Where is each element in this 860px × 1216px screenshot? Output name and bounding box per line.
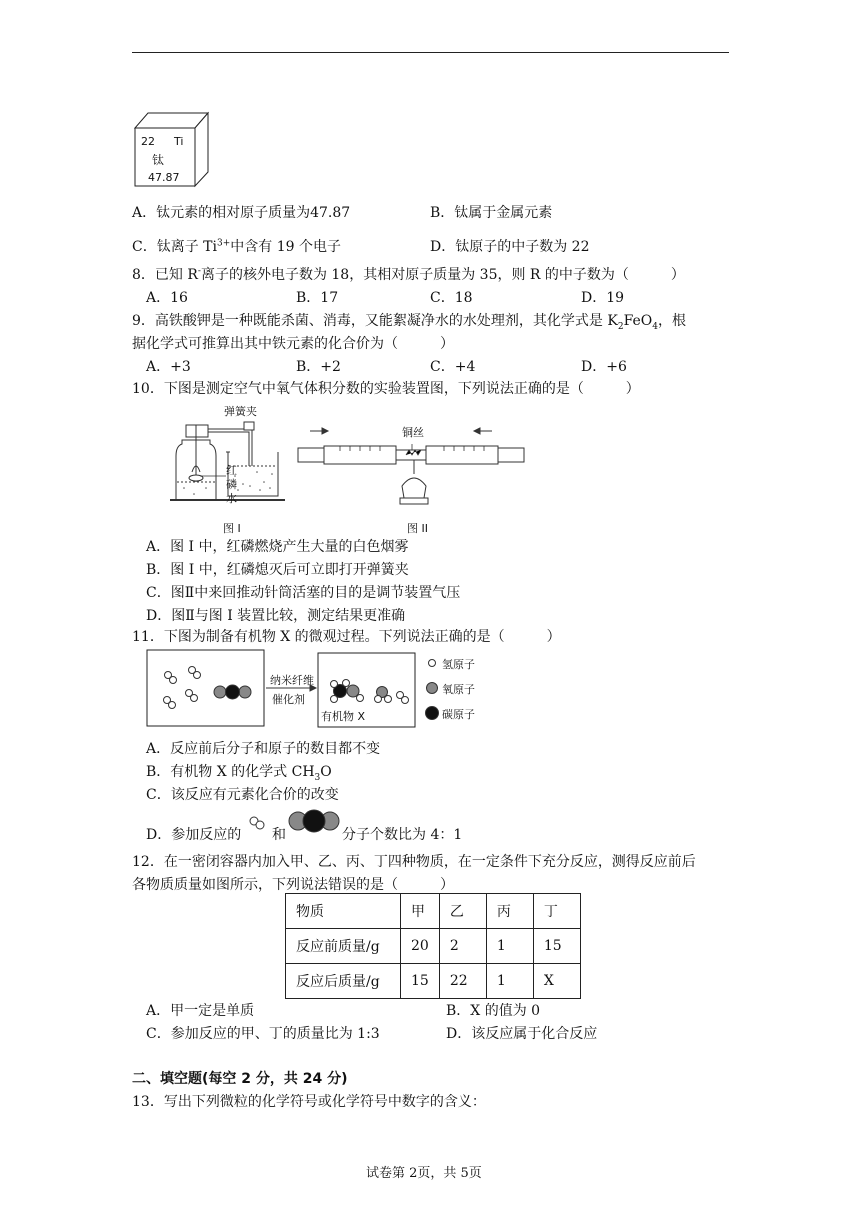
q12-option-d: D．该反应属于化合反应 bbox=[446, 1026, 598, 1042]
co2-molecule-icon bbox=[288, 808, 340, 834]
q8-option-d: D．19 bbox=[581, 290, 625, 306]
q11-option-a: A．反应前后分子和原子的数目都不变 bbox=[146, 741, 381, 757]
q9-stem-line2: 据化学式可推算出其中铁元素的化合价为（ ） bbox=[132, 336, 454, 352]
q8-stem: 8．已知 R-离子的核外电子数为 18，其相对原子质量为 35，则 R 的中子数为（ ） bbox=[132, 266, 685, 283]
q7-option-a: A．钛元素的相对原子质量为47.87 bbox=[132, 205, 351, 221]
legend-oxygen: 氧原子 bbox=[442, 683, 475, 696]
q11-option-d-post: 分子个数比为 4：1 bbox=[342, 827, 463, 843]
q11-product-label: 有机物 X bbox=[321, 710, 366, 723]
q9-option-d: D．+6 bbox=[581, 359, 627, 375]
q9-option-a: A．+3 bbox=[146, 359, 191, 375]
q10-option-d: D．图Ⅱ与图 I 装置比较，测定结果更准确 bbox=[146, 608, 406, 624]
mass-table bbox=[285, 893, 581, 999]
element-name: 钛 bbox=[152, 153, 165, 167]
q11-option-c: C．该反应有元素化合价的改变 bbox=[146, 787, 339, 803]
table-cell: 1 bbox=[486, 929, 533, 964]
q9-stem-line1: 9．高铁酸钾是一种既能杀菌、消毒，又能絮凝净水的水处理剂，其化学式是 $K_2FeO_4$，根 bbox=[132, 313, 687, 332]
q10-stem: 10．下图是测定空气中氧气体积分数的实验装置图，下列说法正确的是（ ） bbox=[132, 381, 640, 397]
q10-option-a: A．图 I 中，红磷燃烧产生大量的白色烟雾 bbox=[146, 539, 409, 555]
table-header-row bbox=[286, 894, 581, 929]
element-mass: 47.87 bbox=[148, 171, 180, 184]
section-heading: 二、填空题(每空 2 分，共 24 分) bbox=[132, 1071, 348, 1087]
table-cell: 22 bbox=[439, 964, 486, 999]
q11-reaction-figure bbox=[146, 648, 486, 730]
q8-option-b: B．17 bbox=[296, 290, 339, 306]
q9-option-b: B．+2 bbox=[296, 359, 341, 375]
q11-catalyst-line2: 催化剂 bbox=[272, 693, 305, 706]
q12-option-c: C．参加反应的甲、丁的质量比为 1:3 bbox=[146, 1026, 380, 1042]
fig1-clip-label: 弹簧夹 bbox=[224, 405, 257, 418]
q7-option-d: D．钛原子的中子数为 22 bbox=[430, 239, 590, 255]
table-cell: 反应后质量/g bbox=[286, 964, 401, 999]
fig1-phos-label: 磷 bbox=[226, 478, 237, 491]
q10-apparatus-figure bbox=[160, 400, 550, 535]
table-cell: 反应前质量/g bbox=[286, 929, 401, 964]
table-row bbox=[286, 929, 581, 964]
fig2-caption: 图 II bbox=[407, 522, 428, 535]
q12-stem-line2: 各物质质量如图所示，下列说法错误的是（ ） bbox=[132, 877, 454, 893]
q10-option-c: C．图Ⅱ中来回推动针筒活塞的目的是调节装置气压 bbox=[146, 585, 461, 601]
q8-option-a: A．16 bbox=[146, 290, 188, 306]
table-header: 甲 bbox=[401, 894, 440, 929]
q12-stem-line1: 12．在一密闭容器内加入甲、乙、丙、丁四种物质，在一定条件下充分反应，测得反应前后 bbox=[132, 854, 696, 870]
q9-option-c: C．+4 bbox=[430, 359, 476, 375]
table-cell: 15 bbox=[401, 964, 440, 999]
q13-stem: 13．写出下列微粒的化学符号或化学符号中数字的含义： bbox=[132, 1094, 486, 1110]
table-cell: 15 bbox=[533, 929, 580, 964]
fig2-copper-label: 铜丝 bbox=[402, 426, 424, 439]
fig1-water-label: 水 bbox=[226, 492, 237, 505]
q11-stem: 11．下图为制备有机物 X 的微观过程。下列说法正确的是（ ） bbox=[132, 629, 561, 645]
table-header: 丙 bbox=[486, 894, 533, 929]
h2-molecule-icon bbox=[247, 814, 269, 830]
fig1-caption: 图 I bbox=[223, 522, 241, 535]
q8-option-c: C．18 bbox=[430, 290, 473, 306]
q11-option-b: B．有机物 X 的化学式 $CH_3O$ bbox=[146, 764, 332, 783]
page-footer: 试卷第 2页，共 5页 bbox=[366, 1166, 482, 1181]
table-cell: 2 bbox=[439, 929, 486, 964]
table-header: 乙 bbox=[439, 894, 486, 929]
legend-carbon: 碳原子 bbox=[442, 708, 475, 721]
table-cell: X bbox=[533, 964, 580, 999]
table-cell: 1 bbox=[486, 964, 533, 999]
q7-option-c: C．钛离子 $Ti^{3+}$中含有 19 个电子 bbox=[132, 238, 341, 255]
q11-option-d-and: 和 bbox=[272, 827, 286, 843]
q11-catalyst-line1: 纳米纤维 bbox=[270, 674, 314, 687]
q7-option-b: B．钛属于金属元素 bbox=[430, 205, 553, 221]
q12-option-a: A．甲一定是单质 bbox=[146, 1003, 255, 1019]
fig1-red-label: 红 bbox=[226, 464, 237, 477]
table-cell: 20 bbox=[401, 929, 440, 964]
table-header: 物质 bbox=[286, 894, 401, 929]
element-number: 22 bbox=[141, 135, 155, 148]
table-row bbox=[286, 964, 581, 999]
element-symbol: Ti bbox=[174, 135, 184, 148]
legend-hydrogen: 氢原子 bbox=[442, 658, 475, 671]
header-rule bbox=[132, 52, 729, 53]
q11-option-d-pre: D．参加反应的 bbox=[146, 827, 242, 843]
q12-option-b: B．X 的值为 0 bbox=[446, 1003, 541, 1019]
q10-option-b: B．图 I 中，红磷熄灭后可立即打开弹簧夹 bbox=[146, 562, 409, 578]
table-header: 丁 bbox=[533, 894, 580, 929]
